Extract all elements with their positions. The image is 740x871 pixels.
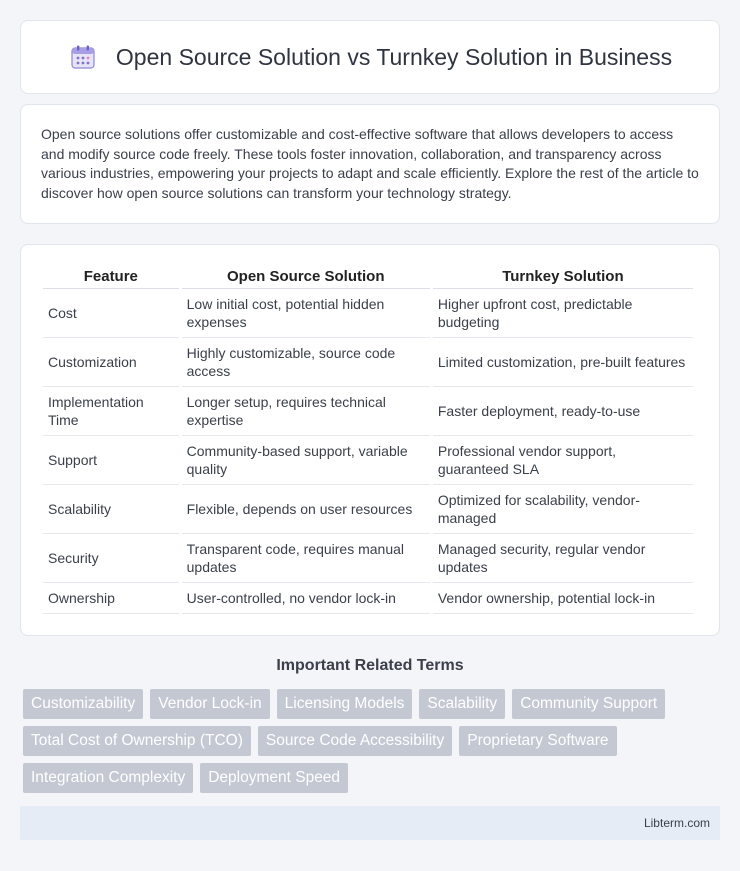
turnkey-cell: Vendor ownership, potential lock-in bbox=[433, 583, 693, 614]
open-source-cell: Low initial cost, potential hidden expenses bbox=[182, 289, 430, 338]
table-row bbox=[43, 338, 693, 387]
term-tag[interactable]: Deployment Speed bbox=[200, 763, 348, 793]
turnkey-cell: Faster deployment, ready-to-use bbox=[433, 387, 693, 436]
footer bbox=[20, 806, 720, 840]
term-tag[interactable]: Licensing Models bbox=[277, 689, 413, 719]
turnkey-cell: Higher upfront cost, predictable budgeting bbox=[433, 289, 693, 338]
column-header-open-source: Open Source Solution bbox=[182, 265, 430, 289]
table-row bbox=[43, 289, 693, 338]
feature-cell: Customization bbox=[43, 338, 179, 387]
term-tag[interactable]: Proprietary Software bbox=[459, 726, 616, 756]
table-row bbox=[43, 534, 693, 583]
open-source-cell: Longer setup, requires technical expertise bbox=[182, 387, 430, 436]
calendar-icon bbox=[68, 42, 98, 72]
term-tag[interactable]: Community Support bbox=[512, 689, 665, 719]
turnkey-cell: Optimized for scalability, vendor-managed bbox=[433, 485, 693, 534]
intro-paragraph: Open source solutions offer customizable and cost-effective software that allows developers to access and modify source code freely. These tools foster innovation, collaboration, and transparency across various industries, empowering your projects to adapt and scale efficiently. Explore the rest of the article to discover how open source solutions can transform your technology strategy. bbox=[41, 126, 699, 201]
open-source-cell: User-controlled, no vendor lock-in bbox=[182, 583, 430, 614]
header-card bbox=[20, 20, 720, 94]
open-source-cell: Flexible, depends on user resources bbox=[182, 485, 430, 534]
open-source-cell: Highly customizable, source code access bbox=[182, 338, 430, 387]
turnkey-cell: Limited customization, pre-built features bbox=[433, 338, 693, 387]
feature-cell: Cost bbox=[43, 289, 179, 338]
comparison-table-card bbox=[20, 244, 720, 636]
feature-cell: Support bbox=[43, 436, 179, 485]
column-header-feature: Feature bbox=[43, 265, 179, 289]
feature-cell: Ownership bbox=[43, 583, 179, 614]
footer-site-link[interactable]: Libterm.com bbox=[643, 816, 710, 830]
column-header-turnkey: Turnkey Solution bbox=[433, 265, 693, 289]
related-terms-list bbox=[23, 689, 713, 793]
feature-cell: Scalability bbox=[43, 485, 179, 534]
turnkey-cell: Professional vendor support, guaranteed SLA bbox=[433, 436, 693, 485]
term-tag[interactable]: Total Cost of Ownership (TCO) bbox=[23, 726, 251, 756]
term-tag[interactable]: Integration Complexity bbox=[23, 763, 193, 793]
term-tag[interactable]: Source Code Accessibility bbox=[258, 726, 452, 756]
table-row bbox=[43, 387, 693, 436]
table-row bbox=[43, 436, 693, 485]
table-header-row bbox=[43, 265, 693, 289]
turnkey-cell: Managed security, regular vendor updates bbox=[433, 534, 693, 583]
intro-card bbox=[20, 104, 720, 224]
feature-cell: Security bbox=[43, 534, 179, 583]
open-source-cell: Transparent code, requires manual updates bbox=[182, 534, 430, 583]
feature-cell: Implementation Time bbox=[43, 387, 179, 436]
page-title: Open Source Solution vs Turnkey Solution in Business bbox=[115, 43, 673, 70]
table-row bbox=[43, 583, 693, 614]
term-tag[interactable]: Customizability bbox=[23, 689, 143, 719]
term-tag[interactable]: Vendor Lock-in bbox=[150, 689, 269, 719]
related-terms-title: Important Related Terms bbox=[276, 657, 464, 674]
table-row bbox=[43, 485, 693, 534]
term-tag[interactable]: Scalability bbox=[419, 689, 505, 719]
comparison-table bbox=[40, 265, 696, 614]
open-source-cell: Community-based support, variable quality bbox=[182, 436, 430, 485]
